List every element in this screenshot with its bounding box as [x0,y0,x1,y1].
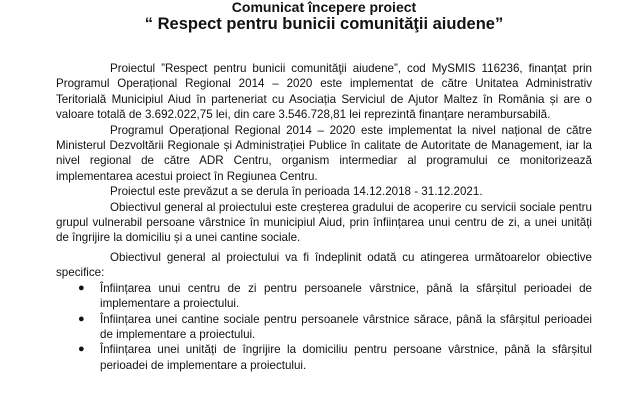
document-body [56,61,592,373]
objective-text: Înființarea unei cantine sociale pentru persoanele vârstnice sărace, până la sfârșitul perioadei de implementare a proiectului. [100,312,592,341]
paragraph-program-info: Programul Operațional Regional 2014 – 2020 este implementat la nivel național de către Ministerul Dezvoltării Regionale și Administrației Publice în calitate de Autoritate de Management, iar la nivel regional de către ADR Centru, organism intermediar al programului ce monitorizează implementarea acestui proiect în Regiunea Centru. [56,123,592,183]
list-item [78,281,592,312]
objective-text: Înființarea unei unități de îngrijire la domiciliu pentru persoane vârstnice, până la sfârșitul perioadei de implementare a proiectului. [100,343,592,372]
objective-text: Înființarea unui centru de zi pentru persoanele vârstnice, până la sfârșitul perioadei de implementare a proiectului. [100,281,592,311]
specific-objectives-list [56,281,592,373]
list-item [78,312,592,343]
paragraph-general-objective: Obiectivul general al proiectului este creșterea gradului de acoperire cu servicii sociale pentru grupul vulnerabil persoane vârstnice în municipiul Aiud, prin înființarea unui centru de zi, a unei unități de îngrijire la domiciliu și a unei cantine sociale. [56,200,592,245]
paragraph-specific-objectives-intro: Obiectivul general al proiectului va fi îndeplinit odată cu atingerea următoarelor obiective specifice: [56,250,592,280]
project-title: “ Respect pentru bunicii comunităţii aiudene” [144,15,504,33]
bullet-icon: ● [78,281,85,294]
document-title: Comunicat începere proiect [231,0,417,15]
bullet-icon: ● [78,343,85,356]
bullet-icon: ● [78,312,85,325]
paragraph-project-intro: Proiectul ”Respect pentru bunicii comunităţii aiudene”, cod MySMIS 116236, finanțat prin Programul Operațional Regional 2014 – 2020 este implementat de către Unitatea Administrativ Teritorială Municipiul Aiud în parteneriat cu Asociația Serviciul de Ajutor Maltez în România și are o valoare totală de 3.692.022,75 lei, din care 3.546.728,81 lei reprezintă finanțare nerambursabilă. [56,62,592,122]
paragraph-period: Proiectul este prevăzut a se derula în perioada 14.12.2018 - 31.12.2021. [110,185,483,199]
list-item [78,342,592,373]
document-header [56,0,592,35]
